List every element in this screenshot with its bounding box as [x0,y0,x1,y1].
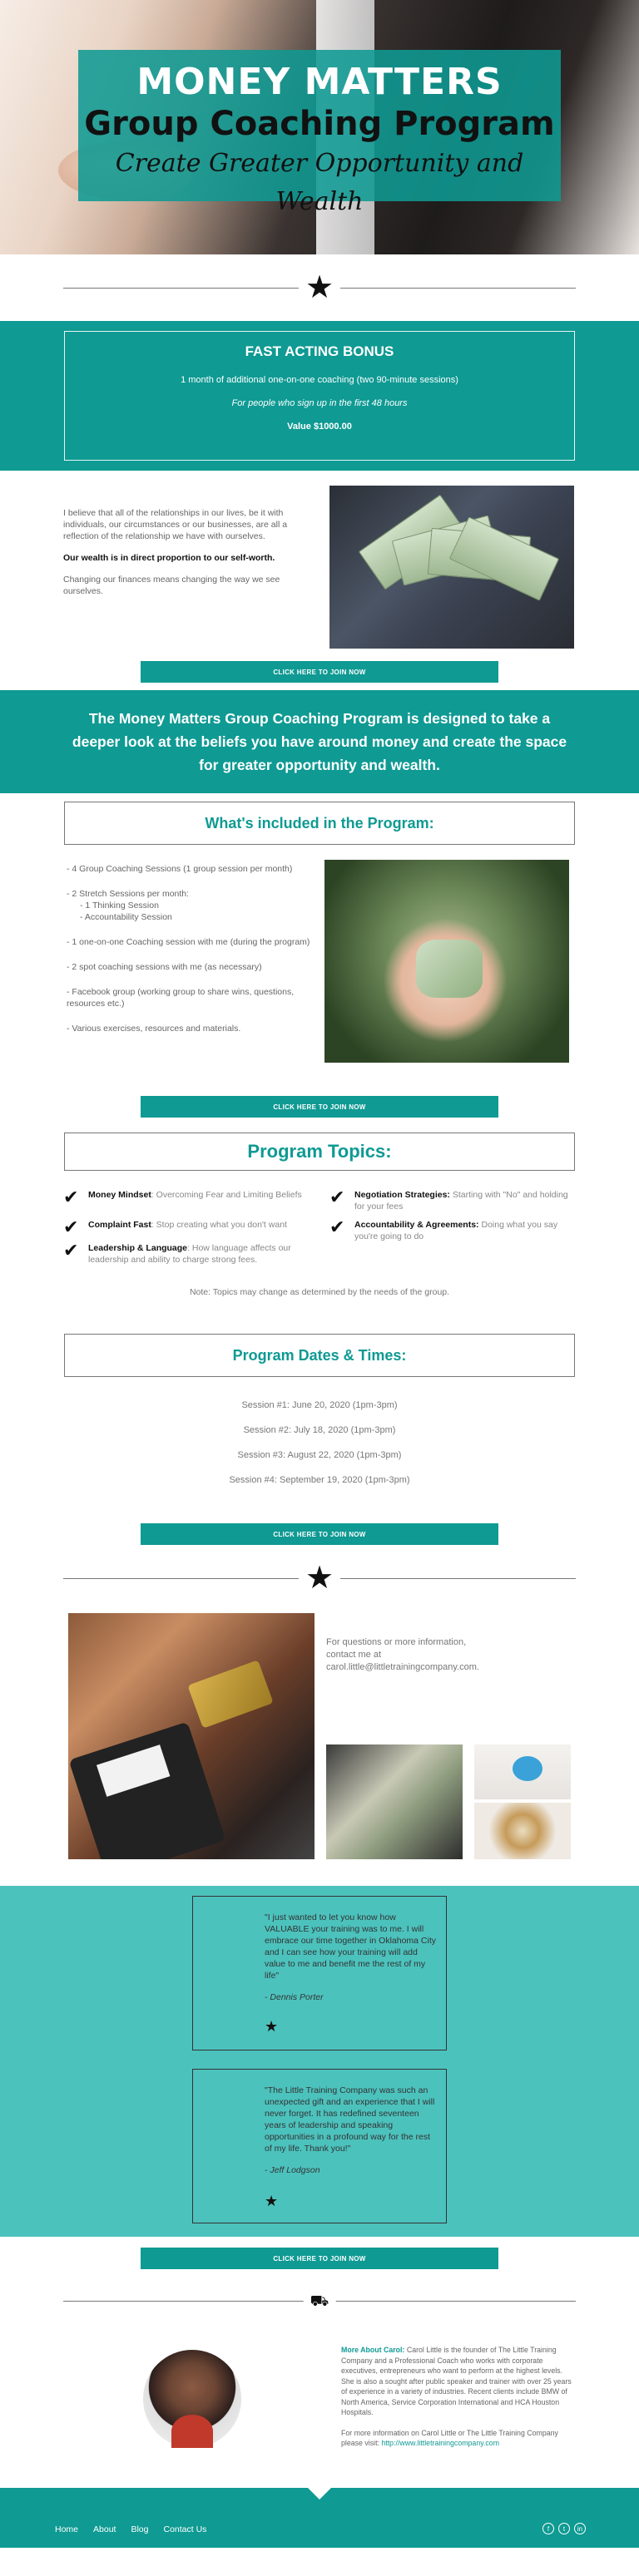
hero-title-box [78,50,561,216]
quote-author: - Dennis Porter [265,1992,324,2002]
beliefs-paragraph: Changing our finances means changing the way we see ourselves. [63,575,280,596]
cta-row [0,1523,639,1545]
footer-notch [308,2488,331,2500]
bonus-title: FAST ACTING BONUS [245,343,394,359]
join-now-button[interactable]: CLICK HERE TO JOIN NOW [141,2248,498,2269]
website-link[interactable]: http://www.littletrainingcompany.com [381,2439,500,2447]
linkedin-icon[interactable]: in [574,2523,586,2534]
terminal-screen [97,1744,170,1797]
topic-desc: Starting with "No" and holding for your fees [354,1190,568,1212]
list-item: - Various exercises, resources and materials. [67,1024,241,1034]
footer [0,2488,639,2548]
topic-desc: : How language affects our leadership and ability to charge strong fees. [88,1243,291,1265]
topics-title: Program Topics: [64,1133,575,1171]
truck-divider [0,2280,639,2322]
social-icons [542,2523,586,2534]
list-subitem: - Accountability Session [80,912,172,922]
truck-icon: ⛟ [304,2293,336,2308]
checkmark-icon: ✔ [329,1216,345,1237]
cash-case-photo [326,1744,463,1859]
footer-nav [55,2524,206,2534]
credit-card [187,1660,273,1728]
topics-header [0,1133,639,1171]
included-section [0,845,639,1094]
star-icon: ★ [299,1562,340,1594]
facebook-icon[interactable]: f [542,2523,554,2534]
topic-item [63,1216,305,1237]
piggy-bank-shape [513,1756,542,1781]
checkmark-icon: ✔ [63,1187,79,1207]
checkmark-icon: ✔ [63,1216,79,1237]
beliefs-section [0,471,639,654]
bonus-condition: For people who sign up in the first 48 hours [231,398,408,408]
card-payment-photo [68,1613,315,1859]
piggy-bank-photo [474,1744,571,1799]
beliefs-emphasis: Our wealth is in direct proportion to our self-worth. [63,553,275,563]
about-section [0,2322,639,2488]
list-item: - 2 spot coaching sessions with me (as necessary) [67,962,262,972]
topic-desc: Doing what you say you're going to do [354,1220,558,1241]
topic-item [63,1187,305,1207]
beliefs-text [63,507,313,607]
testimonial-quote [265,1912,439,2003]
checkmark-icon: ✔ [329,1187,345,1207]
included-list [67,863,316,1048]
hero-tagline: Create Greater Opportunity and Wealth [115,149,524,216]
statement-text: The Money Matters Group Coaching Program is designed to take a deeper look at the beliefs you have around money and create the space for greater opportunity and wealth. [72,710,567,773]
beliefs-paragraph: I believe that all of the relationships in our lives, be it with individuals, our circumstances or our businesses, are all a reflection of the relationship we have with ourselves. [63,508,288,541]
topics-note: Note: Topics may change as determined by the needs of the group. [189,1287,450,1297]
twitter-icon[interactable]: t [558,2523,570,2534]
quote-author: - Jeff Lodgson [265,2165,320,2175]
testimonials-section [0,1886,639,2237]
about-bio [341,2345,574,2449]
star-icon: ★ [265,2018,279,2035]
list-item [67,888,316,923]
contact-email[interactable]: carol.little@littletrainingcompany.com. [326,1662,479,1672]
bonus-description: 1 month of additional one-on-one coaching (two 90-minute sessions) [181,375,458,385]
payment-terminal [68,1721,225,1859]
money-fan-photo [329,486,574,649]
cta-row [0,654,639,690]
contact-line: For questions or more information, [326,1637,467,1647]
topic-item [63,1242,305,1266]
list-item-label: - 2 Stretch Sessions per month: [67,889,190,899]
dates-title: Program Dates & Times: [64,1334,575,1377]
footer-link-home[interactable]: Home [55,2524,79,2534]
list-item: - 4 Group Coaching Sessions (1 group session per month) [67,864,293,874]
contact-info [326,1636,526,1674]
included-title: What's included in the Program: [64,802,575,845]
join-now-button[interactable]: CLICK HERE TO JOIN NOW [141,1096,498,1118]
list-item: - 1 one-on-one Coaching session with me (during the program) [67,937,310,947]
star-icon: ★ [299,272,340,303]
join-now-button[interactable]: CLICK HERE TO JOIN NOW [141,1523,498,1545]
about-more-text: For more information on Carol Little or The Little Training Company please visit: [341,2428,558,2447]
quote-text: "The Little Training Company was such an unexpected gift and an experience that I will never forget. It has redefined seventeen years of leadership and speaking opportunities in a profound way for the rest of my life. Thank you!" [265,2085,435,2154]
topic-item [329,1189,571,1212]
session-date: Session #3: August 22, 2020 (1pm-3pm) [237,1450,402,1460]
star-divider [0,1545,639,1611]
join-now-button[interactable]: CLICK HERE TO JOIN NOW [141,661,498,683]
bonus-box [64,331,575,461]
topic-name: Accountability & Agreements: [354,1220,479,1230]
footer-link-blog[interactable]: Blog [131,2524,149,2534]
topic-name: Negotiation Strategies: [354,1190,450,1200]
bonus-section [0,321,639,471]
dates-section [0,1377,639,1523]
cta-row [0,1094,639,1119]
included-header [0,802,639,845]
topic-desc: : Stop creating what you don't want [151,1220,287,1230]
checkmark-icon: ✔ [63,1240,79,1261]
testimonial-card [192,2069,447,2223]
contact-line: contact me at [326,1650,382,1660]
topic-desc: : Overcoming Fear and Limiting Beliefs [151,1190,302,1200]
topic-name: Money Mindset [88,1190,151,1200]
footer-link-about[interactable]: About [93,2524,116,2534]
star-icon: ★ [265,2193,279,2209]
session-date: Session #2: July 18, 2020 (1pm-3pm) [243,1425,396,1435]
testimonial-quote [265,2085,439,2176]
clock-coins-photo [474,1803,571,1859]
program-statement [0,690,639,793]
topics-section [0,1171,639,1312]
bonus-value: Value $1000.00 [287,422,352,432]
about-text: Carol Little is the founder of The Little Training Company and a Professional Coach who works with corporate executives, entrepreneurs who want to perform at the highest levels. She is also a sought after public speaker and trainer with over 25 years of experience in a variety of industries. Recent clients include BMW of North America, Service Corporation International and HCA Houston Hospitals. [341,2346,572,2416]
hero-title: MONEY MATTERS [136,61,503,103]
star-divider [0,254,639,321]
session-date: Session #4: September 19, 2020 (1pm-3pm) [229,1475,410,1485]
list-subitem: - 1 Thinking Session [80,901,159,910]
hero-subtitle: Group Coaching Program [84,105,555,143]
testimonial-card [192,1896,447,2050]
list-item: - Facebook group (working group to share wins, questions, resources etc.) [67,987,295,1009]
topic-name: Complaint Fast [88,1220,151,1230]
avatar [143,2350,241,2448]
jar-bills [416,940,483,998]
hero-banner [0,0,639,254]
footer-link-contact[interactable]: Contact Us [163,2524,207,2534]
session-date: Session #1: June 20, 2020 (1pm-3pm) [241,1400,398,1410]
cta-row [0,2237,639,2280]
bill [449,516,559,600]
dates-header [0,1334,639,1377]
topic-item [329,1216,571,1242]
quote-text: "I just wanted to let you know how VALUABLE your training was to me. I will embrace our time together in Oklahoma City and I can see how your training will add value to me and benefit me the rest of my life" [265,1912,437,1981]
money-jar-photo [324,860,569,1063]
gallery-section [0,1611,639,1886]
topic-name: Leadership & Language [88,1243,188,1253]
about-heading: More About Carol: [341,2346,405,2354]
